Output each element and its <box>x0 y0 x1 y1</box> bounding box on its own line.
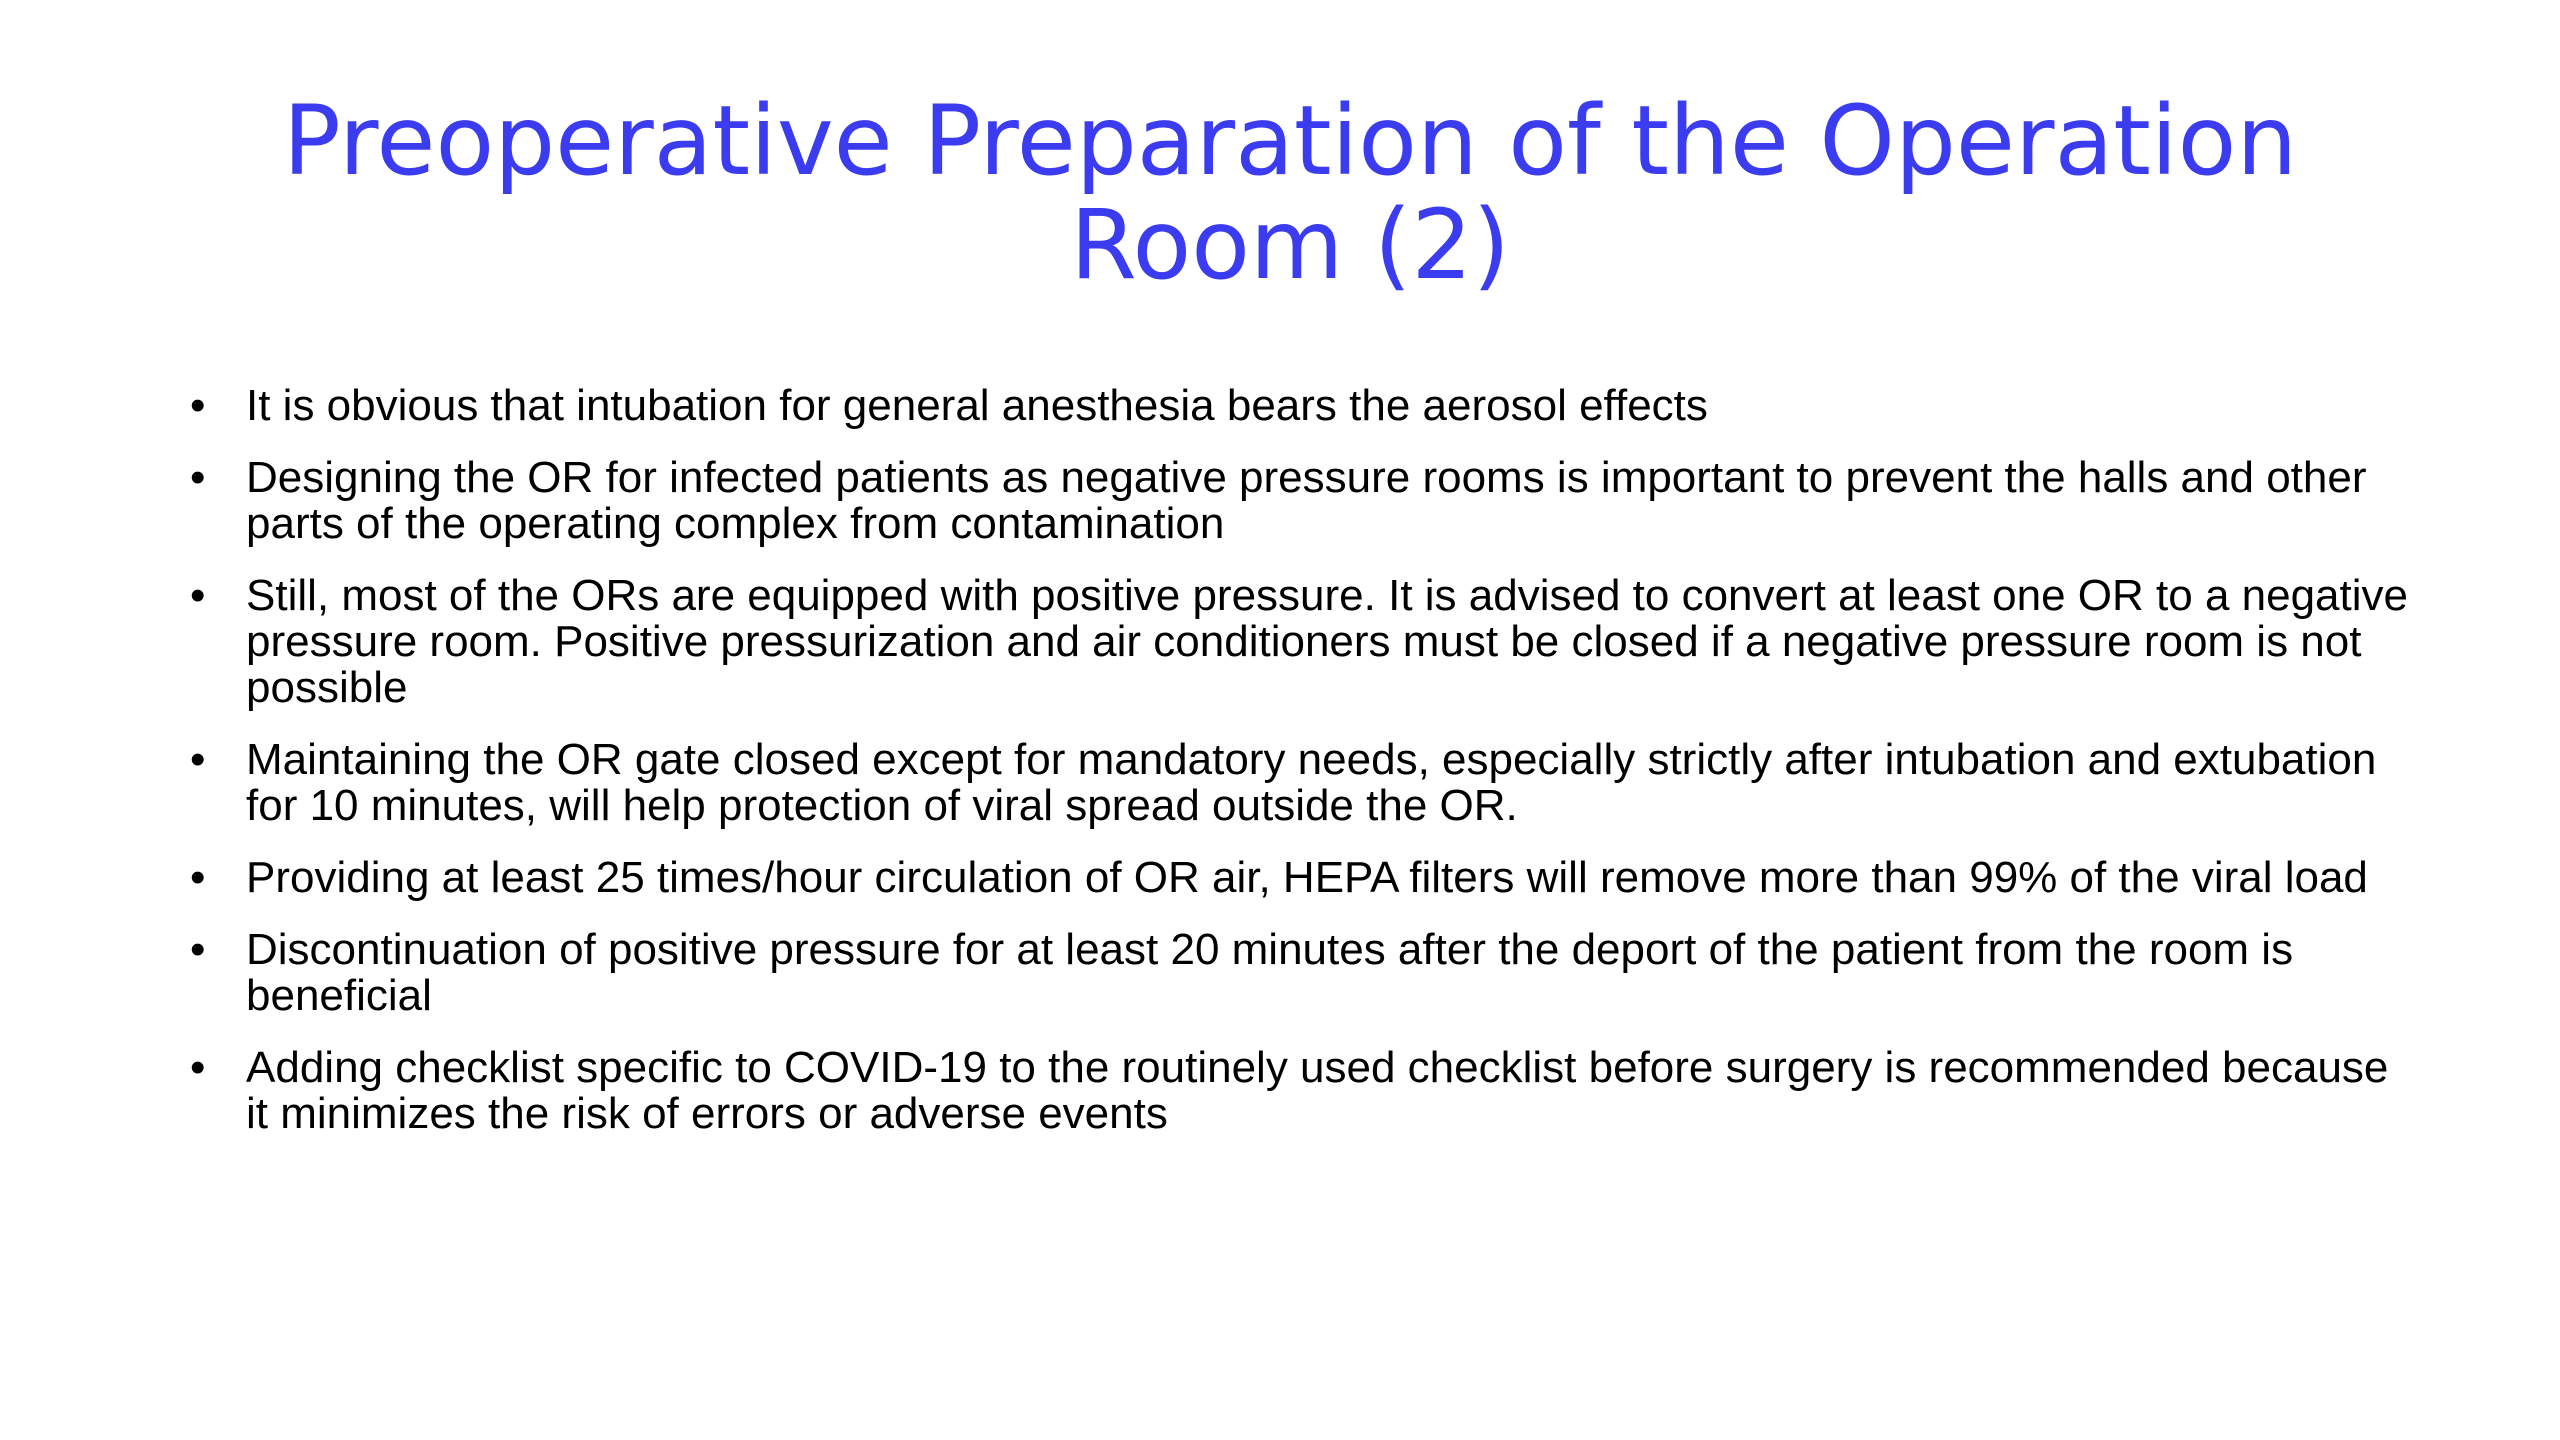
bullet-point-icon: • <box>190 453 206 502</box>
bullet-text: Still, most of the ORs are equipped with positive pressure. It is advised to convert at least one OR to a negative pressure room. Positive pressurization and air conditioners must be closed if a negative pressure room is not possible <box>246 571 2408 712</box>
bullet-text: Maintaining the OR gate closed except for mandatory needs, especially strictly after intubation and extubation for 10 minutes, will help protection of viral spread outside the OR. <box>246 735 2377 830</box>
bullet-text: It is obvious that intubation for general anesthesia bears the aerosol effects <box>246 381 1708 430</box>
bullet-point-icon: • <box>190 381 206 430</box>
bullet-point-icon: • <box>190 735 206 784</box>
bullet-text: Discontinuation of positive pressure for at least 20 minutes after the deport of the patient from the room is beneficial <box>246 925 2294 1020</box>
bullet-item <box>190 383 2410 429</box>
bullet-item <box>190 1045 2410 1137</box>
bullet-point-icon: • <box>190 1043 206 1092</box>
bullet-point-icon: • <box>190 571 206 620</box>
slide-title <box>190 85 2390 301</box>
bullet-item <box>190 855 2410 901</box>
bullet-point-icon: • <box>190 925 206 974</box>
bullet-item <box>190 737 2410 829</box>
bullet-text: Designing the OR for infected patients as negative pressure rooms is important to prevent the halls and other parts of the operating complex from contamination <box>246 453 2367 548</box>
slide-title-line-1: Preoperative Preparation of the Operation <box>282 85 2298 197</box>
bullet-item <box>190 573 2410 711</box>
bullet-text: Adding checklist specific to COVID-19 to the routinely used checklist before surgery is recommended because it minimizes the risk of errors or adverse events <box>246 1043 2389 1138</box>
bullet-item <box>190 927 2410 1019</box>
bullet-item <box>190 455 2410 547</box>
bullet-list <box>190 383 2410 1163</box>
bullet-text: Providing at least 25 times/hour circulation of OR air, HEPA filters will remove more than 99% of the viral load <box>246 853 2368 902</box>
bullet-point-icon: • <box>190 853 206 902</box>
slide-title-line-2: Room (2) <box>1070 188 1510 301</box>
